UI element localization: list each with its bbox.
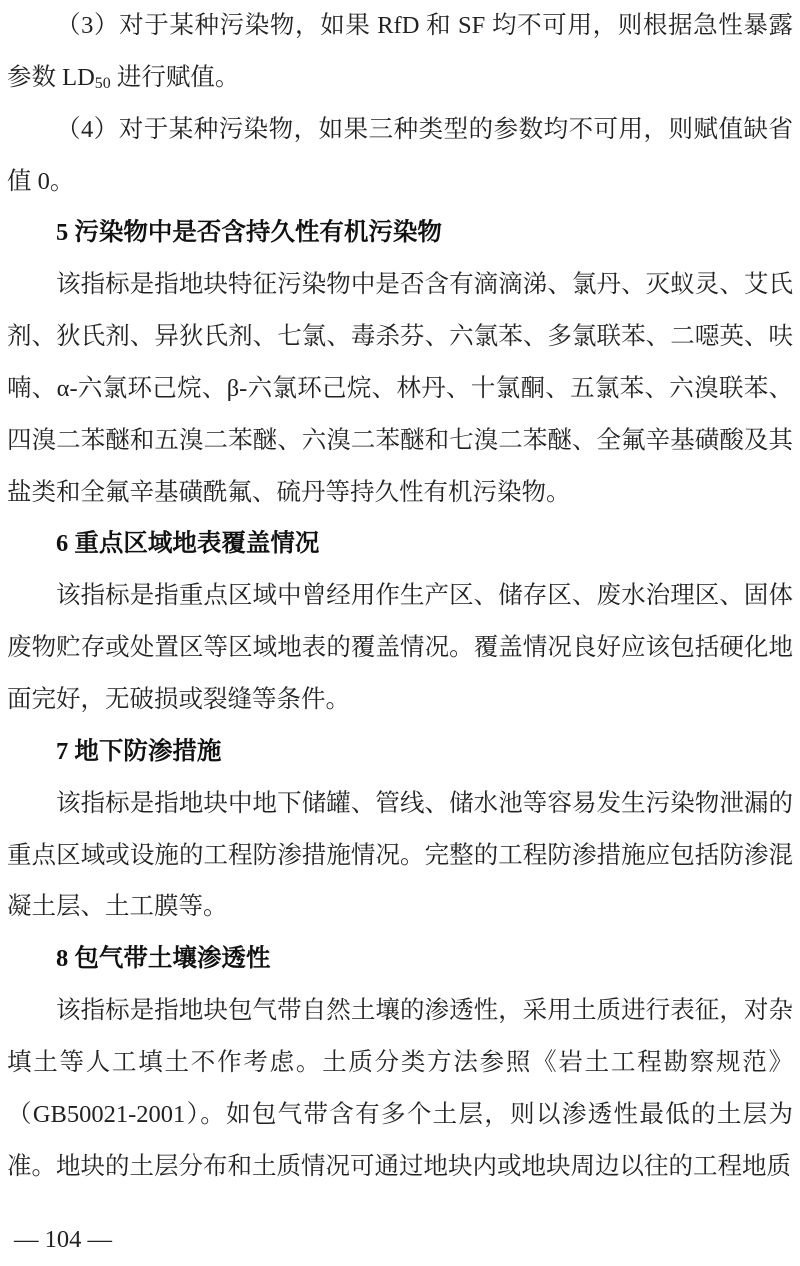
paragraph: [7, 570, 793, 726]
section-heading: [7, 207, 793, 259]
section-heading: [7, 518, 793, 570]
text-run: （3）对于某种污染物，如果 RfD 和 SF 均不可用，则根据急性暴露参数 LD: [7, 12, 793, 91]
paragraph: [7, 104, 793, 208]
section-heading: [7, 726, 793, 778]
page-footer: [14, 1214, 112, 1266]
text-run: 6 重点区域地表覆盖情况: [56, 530, 320, 558]
paragraph: [7, 985, 793, 1192]
text-run: 5 污染物中是否含持久性有机污染物: [56, 219, 442, 247]
document-body: [7, 0, 793, 1192]
text-run: 该指标是指地块特征污染物中是否含有滴滴涕、氯丹、灭蚁灵、艾氏剂、狄氏剂、异狄氏剂、七氯、毒杀芬、六氯苯、多氯联苯、二噁英、呋喃、α-六氯环己烷、β-六氯环己烷、林丹、十氯酮、五氯苯、六溴联苯、四溴二苯醚和五溴二苯醚、六溴二苯醚和七溴二苯醚、全氟辛基磺酸及其盐类和全氟辛基磺酰氟、硫丹等持久性有机污染物。: [7, 271, 793, 506]
section-heading: [7, 933, 793, 985]
text-run: （4）对于某种污染物，如果三种类型的参数均不可用，则赋值缺省值 0。: [7, 115, 793, 195]
text-run: 该指标是指地块包气带自然土壤的渗透性，采用土质进行表征，对杂填土等人工填土不作考虑。土质分类方法参照《岩土工程勘察规范》（GB50021-2001）。如包气带含有多个土层，则以渗透性最低的土层为准。地块的土层分布和土质情况可通过地块内或地块周边以往的工程地质: [7, 997, 793, 1180]
text-run: 进行赋值。: [110, 63, 240, 91]
paragraph: [7, 0, 793, 104]
text-run: 7 地下防渗措施: [56, 737, 222, 765]
paragraph: [7, 778, 793, 934]
paragraph: [7, 259, 793, 518]
text-run: 8 包气带土壤渗透性: [56, 945, 271, 973]
subscript-text: 50: [94, 74, 111, 92]
text-run: 该指标是指重点区域中曾经用作生产区、储存区、废水治理区、固体废物贮存或处置区等区域地表的覆盖情况。覆盖情况良好应该包括硬化地面完好，无破损或裂缝等条件。: [7, 582, 793, 713]
text-run: 该指标是指地块中地下储罐、管线、储水池等容易发生污染物泄漏的重点区域或设施的工程防渗措施情况。完整的工程防渗措施应包括防渗混凝土层、土工膜等。: [7, 789, 793, 921]
page-number: — 104 —: [14, 1226, 112, 1253]
